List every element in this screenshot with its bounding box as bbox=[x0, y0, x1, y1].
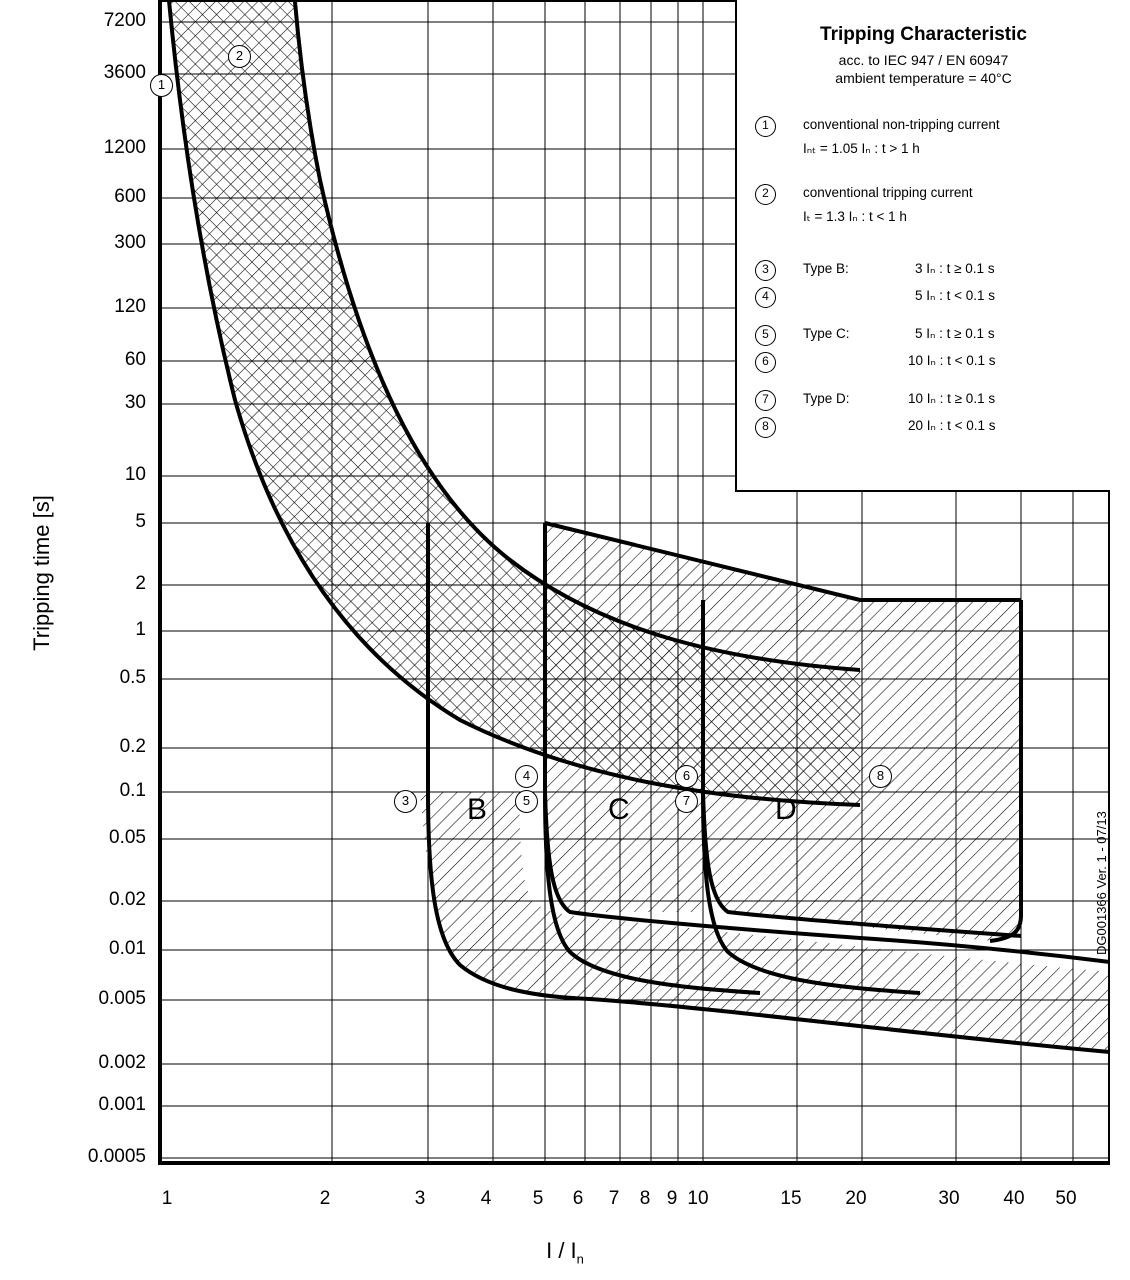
y-tick: 0.1 bbox=[119, 780, 146, 801]
legend-detail-1: Iₙₜ = 1.05 Iₙ : t > 1 h bbox=[803, 141, 920, 156]
y-tick: 120 bbox=[114, 296, 146, 317]
y-axis-label: Tripping time [s] bbox=[29, 495, 54, 651]
legend-detail-7: 10 Iₙ : t ≥ 0.1 s bbox=[908, 391, 996, 406]
y-tick: 60 bbox=[124, 349, 146, 370]
marker-5: 5 bbox=[515, 790, 538, 813]
legend-detail-2: Iₜ = 1.3 Iₙ : t < 1 h bbox=[803, 209, 907, 224]
y-tick: 300 bbox=[114, 232, 146, 253]
legend-row-8 bbox=[755, 417, 1110, 447]
x-tick: 9 bbox=[666, 1188, 678, 1209]
legend-row-5 bbox=[755, 325, 1110, 352]
x-tick: 2 bbox=[319, 1188, 331, 1209]
legend-marker-5: 5 bbox=[755, 325, 776, 346]
y-tick: 0.01 bbox=[109, 938, 146, 959]
legend-row-4 bbox=[755, 287, 1110, 317]
marker-1: 1 bbox=[150, 74, 173, 97]
y-tick: 0.05 bbox=[109, 827, 146, 848]
x-tick: 1 bbox=[161, 1188, 173, 1209]
x-tick: 10 bbox=[687, 1188, 709, 1209]
legend-detail-4: 5 Iₙ : t < 0.1 s bbox=[915, 288, 996, 303]
zone-upper-hatch bbox=[545, 523, 1021, 941]
marker-6: 6 bbox=[675, 765, 698, 788]
y-tick: 30 bbox=[124, 392, 146, 413]
x-tick: 6 bbox=[572, 1188, 584, 1209]
legend-row-3 bbox=[755, 260, 1110, 287]
x-axis-label: I / $I_n$ bbox=[546, 1238, 584, 1267]
x-tick: 40 bbox=[1003, 1188, 1025, 1209]
legend-text-5: Type C: bbox=[803, 326, 850, 341]
chart-title: Tripping Characteristic bbox=[820, 24, 1027, 45]
legend-marker-6: 6 bbox=[755, 352, 776, 373]
x-tick: 30 bbox=[938, 1188, 960, 1209]
y-tick: 1200 bbox=[103, 137, 146, 158]
chart-subtitle-2: ambient temperature = 40°C bbox=[835, 70, 1012, 86]
marker-4: 4 bbox=[515, 765, 538, 788]
x-tick: 7 bbox=[608, 1188, 620, 1209]
y-tick: 0.002 bbox=[98, 1052, 146, 1073]
x-tick: 5 bbox=[532, 1188, 544, 1209]
legend-marker-4: 4 bbox=[755, 287, 776, 308]
legend-marker-1: 1 bbox=[755, 116, 776, 137]
legend-row-1-detail bbox=[755, 140, 1110, 166]
zone-label-b: B bbox=[467, 793, 488, 826]
y-tick: 0.2 bbox=[119, 736, 146, 757]
y-tick: 7200 bbox=[103, 10, 146, 31]
marker-3: 3 bbox=[394, 790, 417, 813]
legend-detail-6: 10 Iₙ : t < 0.1 s bbox=[908, 353, 996, 368]
legend-marker-2: 2 bbox=[755, 184, 776, 205]
marker-8: 8 bbox=[869, 765, 892, 788]
x-tick: 20 bbox=[845, 1188, 867, 1209]
legend-text-3: Type B: bbox=[803, 261, 849, 276]
chart-subtitle: acc. to IEC 947 / EN 60947 bbox=[838, 52, 1009, 68]
x-tick: 50 bbox=[1055, 1188, 1077, 1209]
marker-2: 2 bbox=[228, 45, 251, 68]
y-tick: 0.02 bbox=[109, 889, 146, 910]
legend-detail-3: 3 Iₙ : t ≥ 0.1 s bbox=[915, 261, 995, 276]
y-tick: 0.0005 bbox=[87, 1146, 146, 1167]
legend-text-2: conventional tripping current bbox=[803, 185, 973, 200]
y-tick: 3600 bbox=[103, 62, 146, 83]
zone-label-c: C bbox=[608, 793, 630, 826]
y-tick: 10 bbox=[124, 464, 146, 485]
legend-marker-8: 8 bbox=[755, 417, 776, 438]
y-tick: 600 bbox=[114, 186, 146, 207]
legend-marker-3: 3 bbox=[755, 260, 776, 281]
legend-text-1: conventional non-tripping current bbox=[803, 117, 1000, 132]
y-tick: 0.5 bbox=[119, 667, 146, 688]
legend-row-1 bbox=[755, 116, 1110, 140]
legend-row-2 bbox=[755, 184, 1110, 208]
legend-marker-7: 7 bbox=[755, 390, 776, 411]
y-tick: 0.001 bbox=[98, 1094, 146, 1115]
legend-box bbox=[735, 0, 1110, 492]
legend-detail-5: 5 Iₙ : t ≥ 0.1 s bbox=[915, 326, 995, 341]
x-tick: 3 bbox=[414, 1188, 426, 1209]
zone-label-d: D bbox=[775, 793, 797, 826]
legend-row-2-detail bbox=[755, 208, 1110, 234]
y-axis-spine bbox=[158, 0, 162, 1165]
y-tick: 1 bbox=[135, 619, 146, 640]
legend-text-7: Type D: bbox=[803, 391, 850, 406]
y-tick-labels bbox=[0, 0, 146, 1280]
marker-7: 7 bbox=[675, 790, 698, 813]
y-tick: 2 bbox=[135, 573, 146, 594]
document-code: DG001366 Ver. 1 - 07/13 bbox=[1094, 811, 1109, 955]
x-tick: 8 bbox=[639, 1188, 651, 1209]
legend-row-7 bbox=[755, 390, 1110, 417]
y-tick: 0.005 bbox=[98, 988, 146, 1009]
x-tick: 15 bbox=[780, 1188, 802, 1209]
x-tick: 4 bbox=[480, 1188, 492, 1209]
legend-row-6 bbox=[755, 352, 1110, 382]
legend-detail-8: 20 Iₙ : t < 0.1 s bbox=[908, 418, 996, 433]
y-tick: 5 bbox=[135, 511, 146, 532]
